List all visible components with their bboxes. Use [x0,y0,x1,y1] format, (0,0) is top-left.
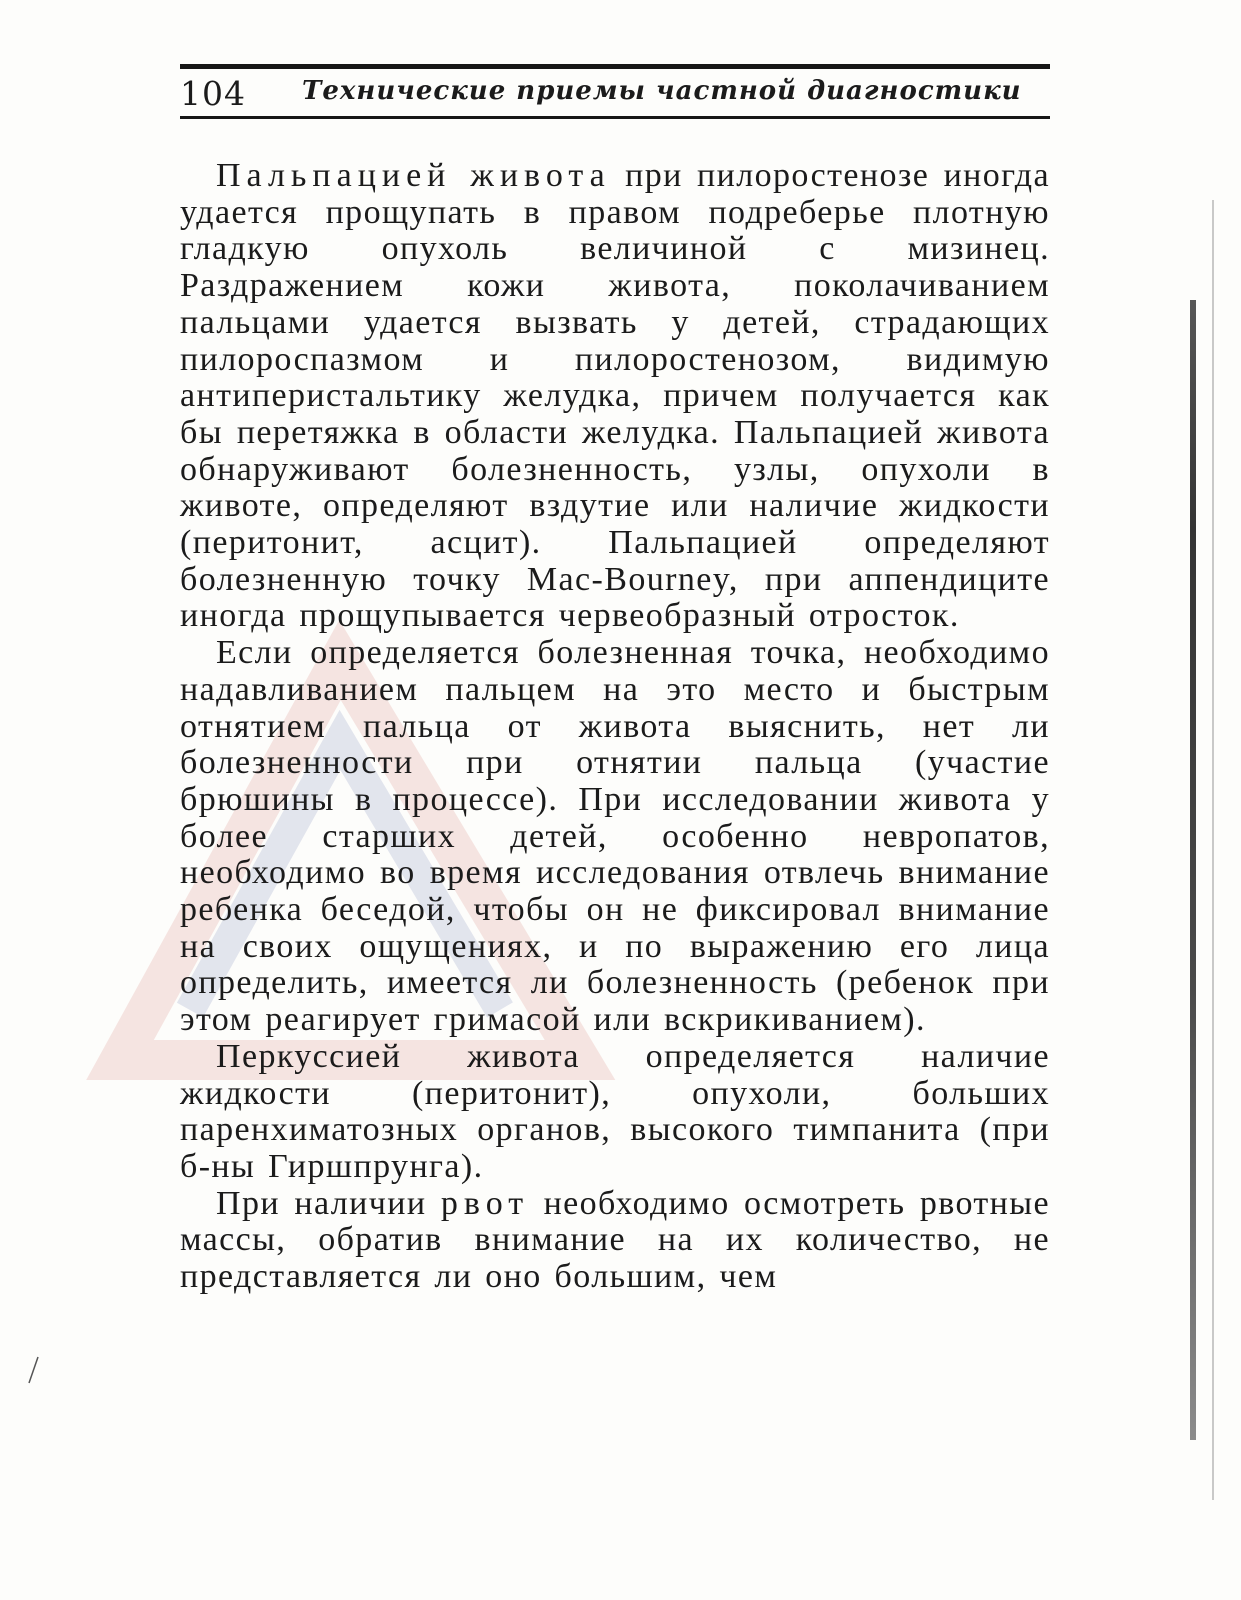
page-number: 104 [180,74,246,113]
paragraph-text: Перкуссией живота определяется наличие жидкости (перитонит), опухоли, больших паренхиматозных органов, высокого тимпанита (при б-ны Гиршпрунга). [180,1037,1050,1185]
spaced-word-vomit: рвот [440,1184,530,1222]
body-text [180,158,1050,1296]
paragraph-vomiting [180,1186,1050,1296]
scan-binding-edge [1190,300,1196,1440]
running-head-title: Технические приемы частной диагностики [302,76,1022,106]
header-top-rule [180,64,1050,69]
spaced-lead-palpation: Пальпацией живота [216,157,611,194]
margin-mark [26,1355,40,1385]
header-bottom-rule [180,116,1050,119]
paragraph-percussion [180,1039,1050,1186]
paragraph-text: необходимо осмотреть рвотные массы, обратив внимание на их количество, не представляется ли оно большим, чем [180,1184,1050,1296]
paragraph-palpation [180,158,1050,635]
paragraph-text: Если определяется болезненная точка, необходимо надавливанием пальцем на это место и быстрым отнятием пальца от живота выяснить, нет ли болезненности при отнятии пальца (участие брюшины в процессе). При исследовании живота у более старших детей, особенно невропатов, необходимо во время исследования отвлечь внимание ребенка беседой, чтобы он не фиксировал внимание на своих ощущениях, и по выражению его лица определить, имеется ли болезненность (ребенок при этом реагирует гримасой или вскрикиванием). [180,634,1050,1039]
scan-edge-line [1212,200,1214,1500]
running-head [180,72,1050,112]
paragraph-lead: При наличии [216,1184,441,1222]
paragraph-tender-point [180,635,1050,1039]
paragraph-text: при пилоростенозе иногда удается прощупать в правом подреберье плотную гладкую опухоль величиной с мизинец. Раздражением кожи живота, поколачиванием пальцами удается вызвать у детей, страдающих пилороспазмом и пилоростенозом, видимую антиперистальтику желудка, причем получается как бы перетяжка в области желудка. Пальпацией живота обнаруживают болезненность, узлы, опухоли в животе, определяют вздутие или наличие жидкости (перитонит, асцит). Пальпацией определяют болезненную точку Mac-Bourney, при аппендиците иногда прощупывается червеобразный отросток. [180,157,1050,635]
